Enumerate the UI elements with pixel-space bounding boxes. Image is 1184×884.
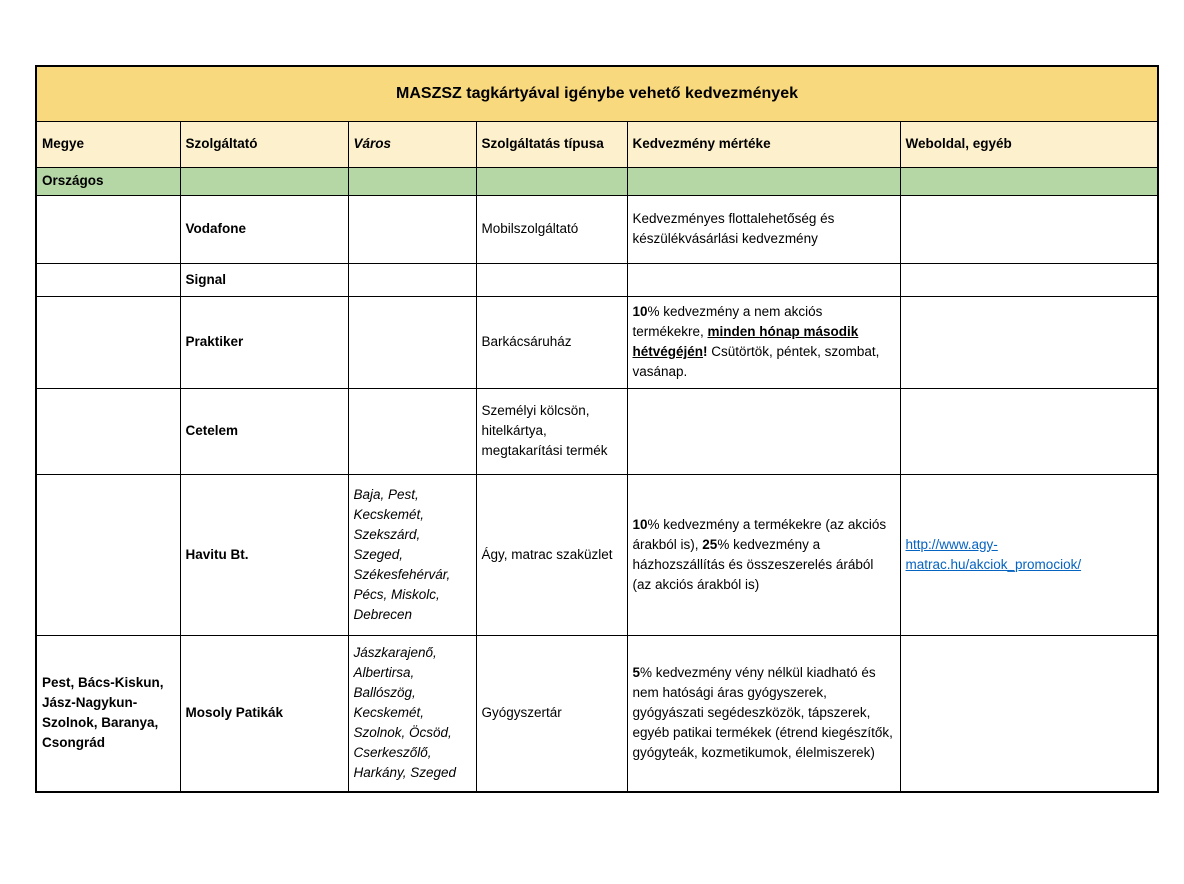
header-row [36, 121, 1158, 167]
cell-megye [36, 388, 180, 474]
cell-kedvezmeny: 5% kedvezmény vény nélkül kiadható és nem hatósági áras gyógyszerek, gyógyászati segédeszközök, tápszerek, egyéb patikai termékek (étrend kiegészítők, gyógyteák, kozmetikumok, élelmiszerek) [627, 635, 900, 792]
cell-szolgaltato: Mosoly Patikák [180, 635, 348, 792]
cell-kedvezmeny: Kedvezményes flottalehetőség és készülékvásárlási kedvezmény [627, 195, 900, 263]
website-link[interactable]: http://www.agy-matrac.hu/akciok_promociok/ [905, 536, 1082, 572]
cell-weboldal [900, 263, 1158, 296]
cell-tipus: Ágy, matrac szaküzlet [476, 474, 627, 635]
table-row [36, 635, 1158, 792]
cell-megye [36, 263, 180, 296]
title-row [36, 66, 1158, 121]
cell-varos [348, 263, 476, 296]
column-header-tipus: Szolgáltatás típusa [476, 121, 627, 167]
discounts-table [35, 65, 1159, 793]
cell-weboldal [900, 296, 1158, 388]
cell-varos [348, 296, 476, 388]
column-header-varos: Város [348, 121, 476, 167]
cell-szolgaltato: Havitu Bt. [180, 474, 348, 635]
cell-weboldal [900, 388, 1158, 474]
column-header-kedvezmeny: Kedvezmény mértéke [627, 121, 900, 167]
table-row [36, 388, 1158, 474]
cell-tipus: Személyi kölcsön, hitelkártya, megtakarítási termék [476, 388, 627, 474]
column-header-szolgaltato: Szolgáltató [180, 121, 348, 167]
cell-szolgaltato: Praktiker [180, 296, 348, 388]
cell-varos [348, 195, 476, 263]
cell-varos: Baja, Pest, Kecskemét, Szekszárd, Szeged, Székesfehérvár, Pécs, Miskolc, Debrecen [348, 474, 476, 635]
cell-weboldal [900, 635, 1158, 792]
cell-kedvezmeny: 10% kedvezmény a nem akciós termékekre, minden hónap második hétvégéjén! Csütörtök, péntek, szombat, vasánap. [627, 296, 900, 388]
table-row [36, 263, 1158, 296]
cell-varos [348, 388, 476, 474]
cell-szolgaltato: Vodafone [180, 195, 348, 263]
table-title: MASZSZ tagkártyával igénybe vehető kedvezmények [36, 66, 1158, 121]
column-header-weboldal: Weboldal, egyéb [900, 121, 1158, 167]
cell-weboldal [900, 195, 1158, 263]
cell-tipus: Barkácsáruház [476, 296, 627, 388]
section-cell-empty [180, 167, 348, 195]
cell-szolgaltato: Signal [180, 263, 348, 296]
cell-tipus [476, 263, 627, 296]
cell-kedvezmeny [627, 388, 900, 474]
cell-weboldal [900, 474, 1158, 635]
cell-megye [36, 474, 180, 635]
cell-kedvezmeny: 10% kedvezmény a termékekre (az akciós árakból is), 25% kedvezmény a házhozszállítás és összeszerelés árából (az akciós árakból is) [627, 474, 900, 635]
section-cell-empty [476, 167, 627, 195]
table-row [36, 474, 1158, 635]
cell-tipus: Gyógyszertár [476, 635, 627, 792]
table-row [36, 296, 1158, 388]
cell-megye [36, 195, 180, 263]
cell-megye [36, 296, 180, 388]
section-row [36, 167, 1158, 195]
cell-kedvezmeny [627, 263, 900, 296]
cell-tipus: Mobilszolgáltató [476, 195, 627, 263]
cell-szolgaltato: Cetelem [180, 388, 348, 474]
table-row [36, 195, 1158, 263]
section-label: Országos [36, 167, 180, 195]
cell-megye: Pest, Bács-Kiskun, Jász-Nagykun-Szolnok, Baranya, Csongrád [36, 635, 180, 792]
section-cell-empty [348, 167, 476, 195]
section-cell-empty [900, 167, 1158, 195]
section-cell-empty [627, 167, 900, 195]
cell-varos: Jászkarajenő, Albertirsa, Ballószög, Kecskemét, Szolnok, Öcsöd, Cserkeszőlő, Harkány, Szeged [348, 635, 476, 792]
column-header-megye: Megye [36, 121, 180, 167]
